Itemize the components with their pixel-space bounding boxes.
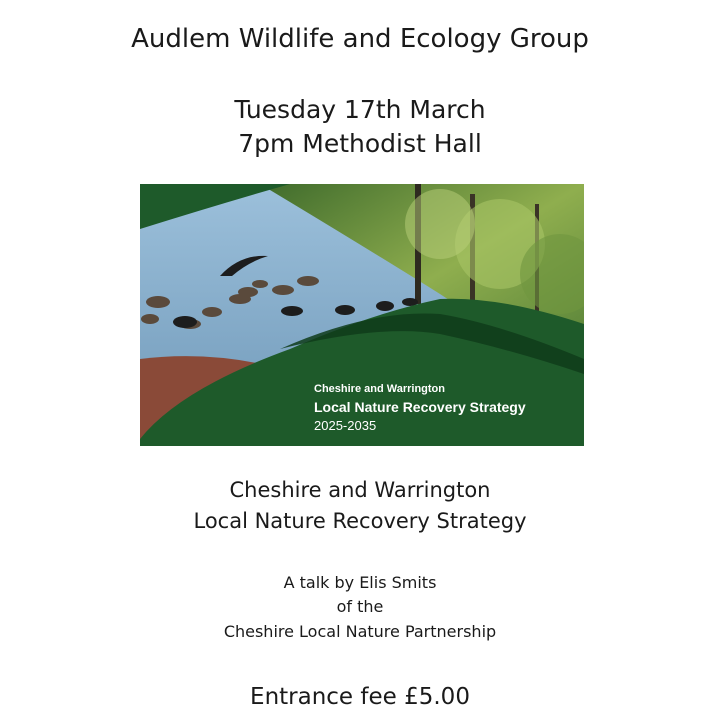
- banner-years: 2025-2035: [314, 418, 377, 433]
- talk-title-line2: Local Nature Recovery Strategy: [193, 509, 527, 533]
- event-time-venue: 7pm Methodist Hall: [238, 129, 482, 158]
- banner-title: Local Nature Recovery Strategy: [314, 399, 526, 415]
- banner-subtitle: Cheshire and Warrington: [314, 383, 445, 395]
- speaker-line3: Cheshire Local Nature Partnership: [223, 622, 497, 641]
- entrance-fee: Entrance fee £5.00: [250, 684, 470, 710]
- talk-title-line1: Cheshire and Warrington: [229, 478, 491, 502]
- speaker-line1: A talk by Elis Smits: [283, 573, 437, 592]
- strategy-banner-image: [140, 184, 584, 446]
- speaker-line2: of the: [336, 597, 384, 616]
- event-date: Tuesday 17th March: [234, 95, 486, 124]
- group-title: Audlem Wildlife and Ecology Group: [131, 24, 589, 54]
